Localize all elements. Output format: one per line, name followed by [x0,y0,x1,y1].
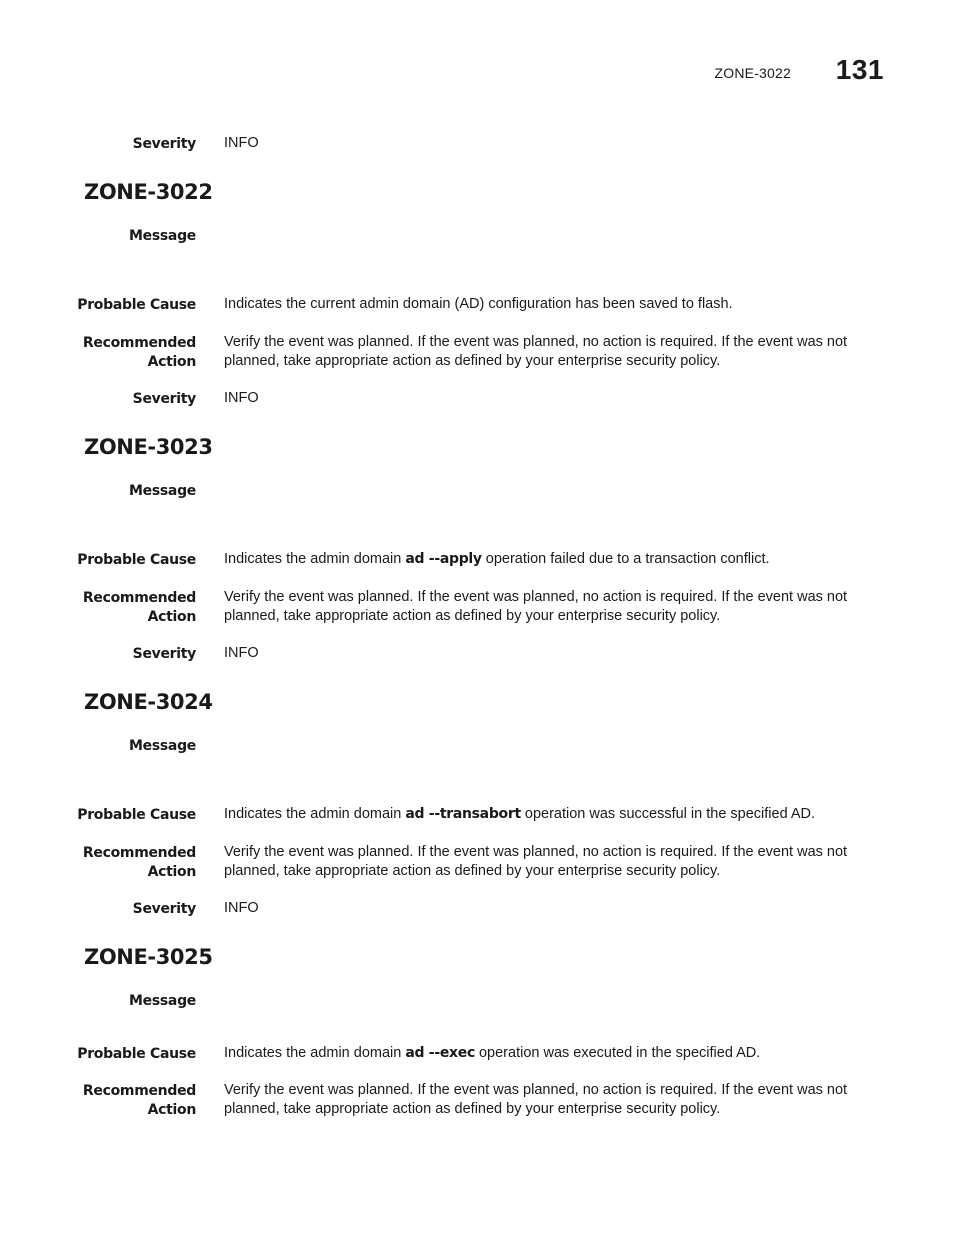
severity-label: Severity [132,391,196,407]
section-title: ZONE-3024 [84,690,213,714]
recommended-label-line1: Recommended [82,845,196,861]
probable-cause-text [224,295,874,314]
recommended-label-line1: Recommended [82,1083,196,1099]
message-label: Message [129,228,196,244]
section-title: ZONE-3025 [84,945,213,969]
recommended-label-line2: Action [147,1102,196,1118]
probable-cause-label: Probable Cause [77,297,196,313]
severity-value: INFO [224,900,259,916]
cause-text-pre: Indicates the admin domain [224,806,406,822]
recommended-action-text: Verify the event was planned. If the event was planned, no action is required. If the event was not planned, take appropriate action as defined by your enterprise security policy. [224,334,848,369]
message-label: Message [129,738,196,754]
recommended-label-line2: Action [147,609,196,625]
message-label: Message [129,993,196,1009]
severity-label: Severity [132,136,196,152]
recommended-action-label [60,589,196,627]
command-code: ad --transabort [405,806,521,822]
cause-text-post: operation was executed in the specified AD. [474,1045,761,1061]
severity-label: Severity [132,646,196,662]
cause-text-pre: Indicates the admin domain [224,551,406,567]
severity-value: INFO [224,135,259,151]
probable-cause-label: Probable Cause [77,552,196,568]
recommended-label-line2: Action [147,864,196,880]
section-title: ZONE-3023 [84,435,213,459]
recommended-action-text: Verify the event was planned. If the event was planned, no action is required. If the event was not planned, take appropriate action as defined by your enterprise security policy. [224,844,848,879]
probable-cause-label: Probable Cause [77,1046,196,1062]
recommended-label-line1: Recommended [82,335,196,351]
page-number: 131 [835,54,884,85]
recommended-action-label [60,1082,196,1120]
command-code: ad --apply [405,551,482,567]
recommended-action-label [60,334,196,372]
recommended-action-label [60,844,196,882]
recommended-label-line1: Recommended [82,590,196,606]
probable-cause-text [224,805,874,824]
probable-cause-text [224,550,874,569]
cause-text-pre: Indicates the current admin domain (AD) configuration has been saved to flash. [224,296,733,312]
section-title: ZONE-3022 [84,180,213,204]
running-header-title: ZONE-3022 [714,65,791,81]
command-code: ad --exec [405,1045,475,1061]
cause-text-post: operation was successful in the specified AD. [520,806,816,822]
recommended-label-line2: Action [147,354,196,370]
cause-text-pre: Indicates the admin domain [224,1045,406,1061]
cause-text-post: operation failed due to a transaction conflict. [481,551,770,567]
severity-label: Severity [132,901,196,917]
recommended-action-text: Verify the event was planned. If the event was planned, no action is required. If the event was not planned, take appropriate action as defined by your enterprise security policy. [224,1082,848,1117]
severity-value: INFO [224,390,259,406]
message-label: Message [129,483,196,499]
probable-cause-label: Probable Cause [77,807,196,823]
severity-value: INFO [224,645,259,661]
probable-cause-text [224,1044,874,1063]
recommended-action-text: Verify the event was planned. If the event was planned, no action is required. If the event was not planned, take appropriate action as defined by your enterprise security policy. [224,589,848,624]
